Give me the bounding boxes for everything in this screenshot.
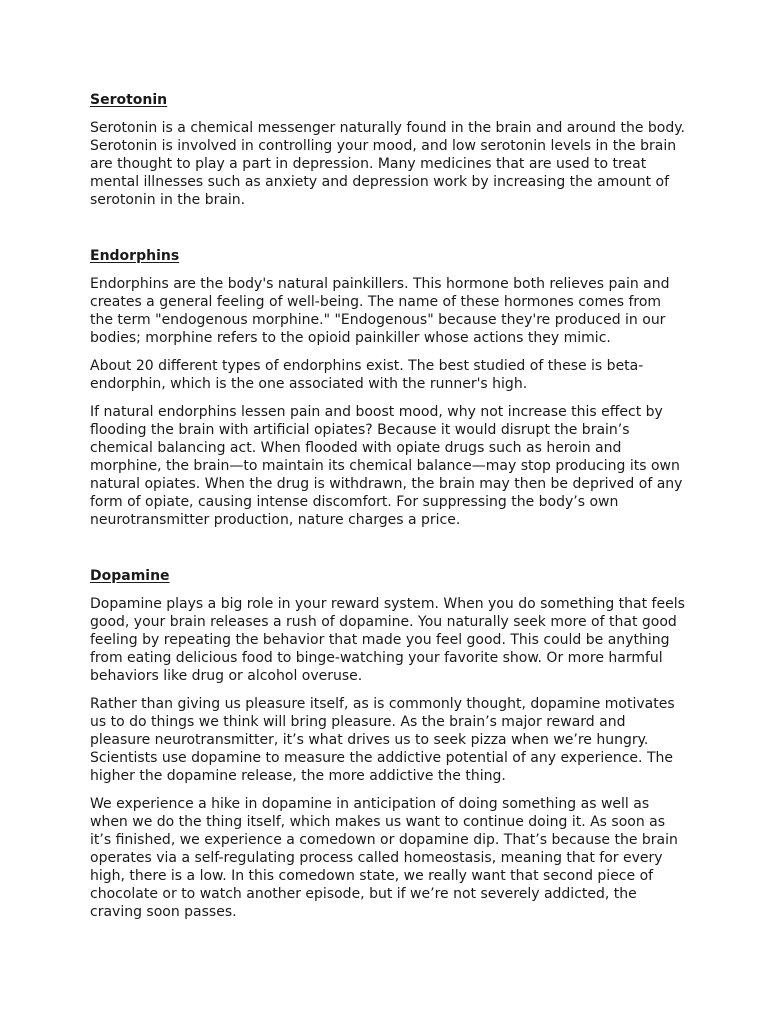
section-gap bbox=[90, 539, 688, 567]
section-dopamine bbox=[90, 567, 688, 921]
section-heading: Endorphins bbox=[90, 248, 180, 264]
paragraph: If natural endorphins lessen pain and boost mood, why not increase this effect by flooding the brain with artificial opiates? Because it would disrupt the brain’s chemical balancing act. When flooded with opiate drugs such as heroin and morphine, the brain—to maintain its chemical balance—may stop producing its own natural opiates. When the drug is withdrawn, the brain may then be deprived of any form of opiate, causing intense discomfort. For suppressing the body’s own neurotransmitter production, nature charges a price. bbox=[90, 404, 683, 528]
paragraph: Endorphins are the body's natural painkillers. This hormone both relieves pain and creates a general feeling of well-being. The name of these hormones comes from the term "endogenous morphine." "Endogenous" because they're produced in our bodies; morphine refers to the opioid painkiller whose actions they mimic. bbox=[90, 276, 670, 346]
section-gap bbox=[90, 219, 688, 247]
section-endorphins bbox=[90, 247, 688, 529]
paragraph: We experience a hike in dopamine in anticipation of doing something as well as when we do the thing itself, which makes us want to continue doing it. As soon as it’s finished, we experience a comedown or dopamine dip. That’s because the brain operates via a self-regulating process called homeostasis, meaning that for every high, there is a low. In this comedown state, we really want that second piece of chocolate or to watch another episode, but if we’re not severely addicted, the craving soon passes. bbox=[90, 796, 678, 920]
paragraph: Rather than giving us pleasure itself, as is commonly thought, dopamine motivates us to do things we think will bring pleasure. As the brain’s major reward and pleasure neurotransmitter, it’s what drives us to seek pizza when we’re hungry. Scientists use dopamine to measure the addictive potential of any experience. The higher the dopamine release, the more addictive the thing. bbox=[90, 696, 675, 784]
section-heading: Serotonin bbox=[90, 92, 168, 108]
paragraph: Dopamine plays a big role in your reward system. When you do something that feels good, your brain releases a rush of dopamine. You naturally seek more of that good feeling by repeating the behavior that made you feel good. This could be anything from eating delicious food to binge-watching your favorite show. Or more harmful behaviors like drug or alcohol overuse. bbox=[90, 596, 685, 684]
section-heading: Dopamine bbox=[90, 568, 170, 584]
section-serotonin bbox=[90, 91, 688, 209]
paragraph: About 20 different types of endorphins exist. The best studied of these is beta-endorphin, which is the one associated with the runner's high. bbox=[90, 358, 644, 392]
paragraph: Serotonin is a chemical messenger naturally found in the brain and around the body. Serotonin is involved in controlling your mood, and low serotonin levels in the brain are thought to play a part in depression. Many medicines that are used to treat mental illnesses such as anxiety and depression work by increasing the amount of serotonin in the brain. bbox=[90, 120, 685, 208]
